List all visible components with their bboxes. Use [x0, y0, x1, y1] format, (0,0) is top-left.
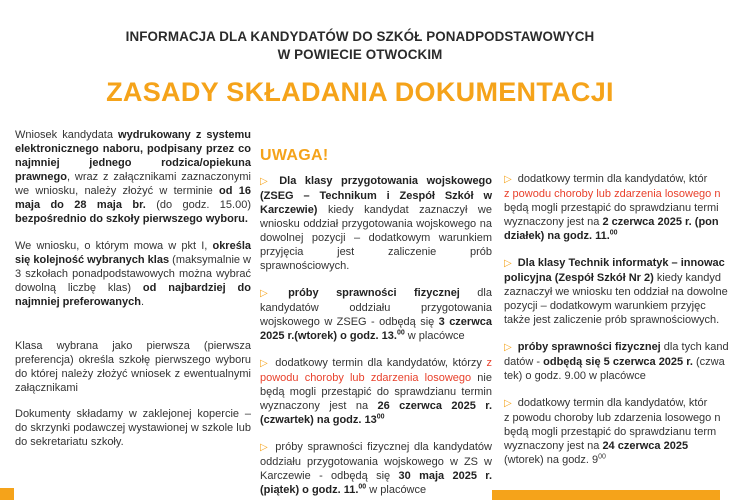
bullet-fitness-zs: [260, 440, 492, 497]
page-title: ZASADY SKŁADANIA DOKUMENTACJI: [106, 77, 614, 107]
text: będą mogli przestąpić do sprawdzianu termi: [504, 202, 719, 214]
bold-text: Dla klasy Technik informatyk – innowac: [517, 257, 725, 269]
superscript: 00: [609, 229, 618, 237]
text: tek) o godz. 9.00 w placówce: [504, 370, 646, 382]
text: datów -: [504, 356, 544, 368]
date-text: 24 czerwca 2025: [602, 440, 689, 452]
text: także jest zaliczenie prób sprawnościowych.: [504, 314, 720, 326]
text: z powodu choroby lub zdarzenia losowego n: [504, 412, 721, 424]
header-line-1: INFORMACJA DLA KANDYDATÓW DO SZKÓŁ PONADPODSTAWOWYCH: [125, 29, 595, 44]
text: Wniosek kandydata: [15, 129, 119, 141]
triangle-right-outline-icon: ▷: [504, 398, 512, 409]
bullet-extra-term-zseg: [260, 356, 492, 427]
bullet-military-class: [260, 174, 492, 273]
text: pozycji – dodatkowym warunkiem przyjęc: [504, 300, 706, 312]
date-text: działek) na godz. 11.: [504, 230, 610, 242]
text: kiedy kandydat zaznaczył we wniosku oddział przygotowania wojskowego na dowolnej pozycji – dodatkowym warunkiem przyjęcia jest zaliczenie prób sprawnościowych.: [260, 204, 492, 272]
text: kiedy kandyd: [653, 272, 722, 284]
header: [0, 28, 720, 108]
bold-text: Dla klasy przygotowania wojskowego (ZSEG – Technikum i Zespół Szkół w Karczewie): [260, 175, 492, 216]
triangle-right-outline-icon: ▷: [260, 358, 270, 369]
column-left: [15, 128, 251, 449]
bold-text: bezpośrednio do szkoły pierwszego wyboru.: [15, 213, 248, 225]
paragraph-envelope: Dokumenty składamy w zaklejonej kopercie – do skrzynki podawczej wystawionej w szkole lub do sekretariatu szkoły.: [15, 408, 251, 448]
text: dodatkowy termin dla kandydatów, któr: [517, 397, 708, 409]
accent-bar-left: [0, 488, 14, 500]
bold-text: policyjna (Zespół Szkół Nr 2): [504, 272, 654, 284]
bullet-fitness-zseg: [260, 286, 492, 343]
text: (wtorek) na godz. 9: [504, 454, 599, 466]
superscript: 00: [376, 413, 385, 421]
bullet-extra-term-zs: [504, 172, 720, 243]
bullet-it-class: [504, 256, 728, 327]
triangle-right-outline-icon: ▷: [504, 174, 512, 185]
bullet-fitness-zs2: [504, 340, 729, 383]
date-range: od 16 maja do 28 maja br.: [15, 185, 251, 211]
highlight-text: z powodu choroby lub zdarzenia losowego n: [504, 188, 721, 200]
text: próby sprawności fizycznej dla kandydatów oddziału przygotowania wojskowego w ZS w Karczewie - odbędą się: [260, 441, 492, 482]
text: będą mogli przestąpić do sprawdzianu term: [504, 426, 717, 438]
paragraph-application: [15, 128, 251, 226]
text: (do godz. 15.00): [145, 199, 251, 211]
bold-text: próby sprawności fizycznej: [288, 287, 460, 299]
text: (czwa: [692, 356, 725, 368]
highlight-text: z powodu choroby lub zdarzenia losowego: [260, 357, 492, 384]
date-text: 30 maja 2025 r. (piątek) o godz. 11.: [260, 470, 492, 496]
bold-text: od najbardziej do najmniej preferowanych: [15, 282, 251, 308]
triangle-right-outline-icon: ▷: [260, 288, 283, 299]
uwaga-heading: UWAGA!: [260, 147, 329, 164]
column-middle: [260, 128, 492, 497]
accent-bar-right: [492, 490, 720, 500]
date-text: 2 czerwca 2025 r. (pon: [602, 216, 719, 228]
superscript: 00: [598, 453, 606, 461]
text: zaznaczył we wniosku ten oddział na dowolne: [504, 286, 728, 298]
text: nie będą mogli przestąpić do sprawdzianu termin wyznaczony jest na: [260, 372, 492, 412]
bold-text: określa się kolejność wybranych klas: [15, 240, 251, 266]
text: We wniosku, o którym mowa w pkt I,: [15, 240, 213, 252]
triangle-right-outline-icon: ▷: [260, 176, 274, 187]
date-text: 3 czerwca 2025 r.(wtorek) o godz. 13.: [260, 316, 492, 342]
text: dodatkowy termin dla kandydatów, którzy: [275, 357, 487, 369]
bold-text: próby sprawności fizycznej: [517, 341, 661, 353]
text: .: [140, 296, 144, 308]
superscript: 00: [396, 329, 405, 337]
bold-text: wydrukowany z systemu elektronicznego naboru, podpisany przez co najmniej jednego rodzica/opiekuna prawnego: [15, 129, 251, 183]
triangle-right-outline-icon: ▷: [260, 442, 270, 453]
paragraph-first-choice: Klasa wybrana jako pierwsza (pierwsza preferencja) określa szkołę pierwszego wyboru do której należy złożyć wniosek z ewentualnymi załącznikami: [15, 340, 251, 394]
triangle-right-outline-icon: ▷: [504, 342, 512, 353]
text: w placówce: [366, 484, 427, 496]
superscript: 00: [358, 483, 367, 491]
text: , wraz z załącznikami zaznaczonymi we wniosku, należy złożyć w terminie: [15, 171, 251, 197]
text: dla kandydatów oddziału przygotowania wojskowego w ZSEG - odbędą się: [260, 287, 492, 328]
triangle-right-outline-icon: ▷: [504, 258, 512, 269]
text: wyznaczony jest na: [504, 216, 603, 228]
date-text: 26 czerwca 2025 r. (czwartek) na godz. 13: [260, 400, 492, 426]
bullet-extra-term-zs2: [504, 396, 720, 467]
date-text: odbędą się 5 czerwca 2025 r.: [543, 356, 693, 368]
header-line-2: W POWIECIE OTWOCKIM: [277, 47, 443, 62]
text: w placówce: [404, 330, 465, 342]
column-right: [504, 172, 729, 467]
text: dla tych kand: [660, 341, 729, 353]
text: (maksymalnie w 3 szkołach ponadpodstawowych można wybrać dowolną liczbę klas): [15, 254, 252, 294]
paragraph-order: [15, 239, 251, 309]
text: wyznaczony jest na: [504, 440, 603, 452]
text: dodatkowy termin dla kandydatów, któr: [517, 173, 708, 185]
